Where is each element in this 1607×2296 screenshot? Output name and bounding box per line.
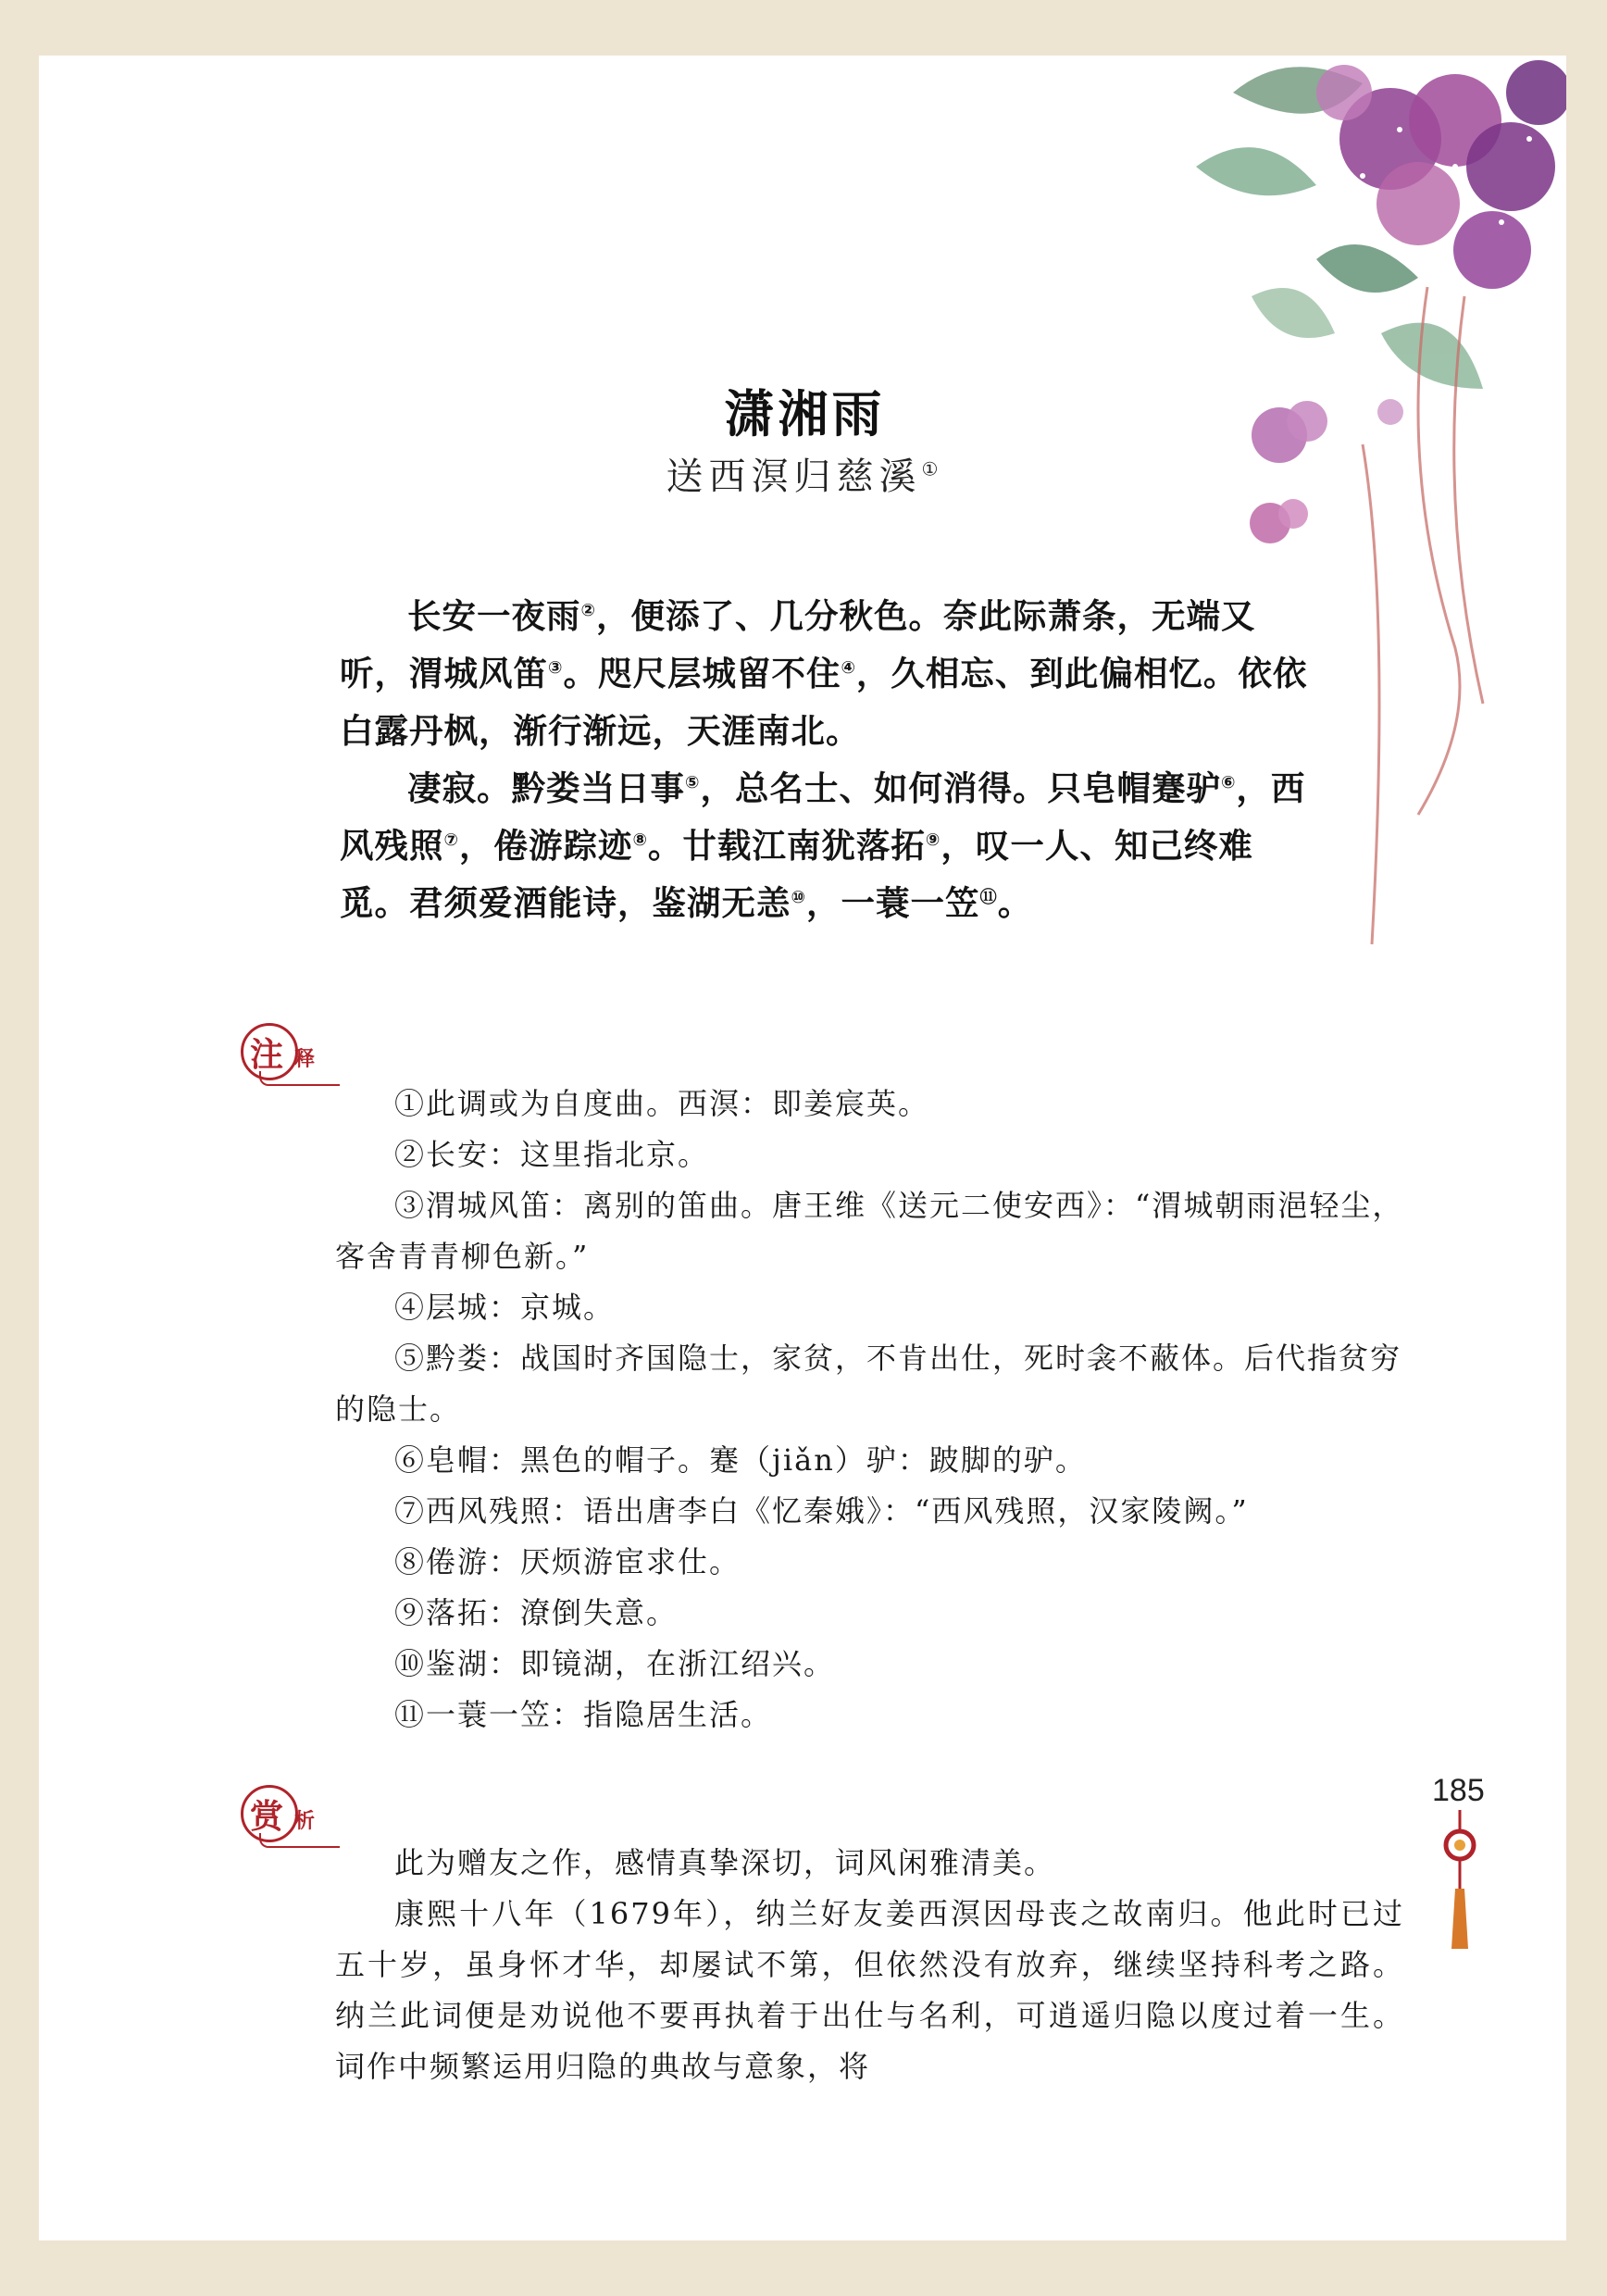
poem-stanza-2 bbox=[340, 760, 1321, 932]
book-page bbox=[39, 56, 1566, 2240]
poem-line-segment: 长安一夜雨 bbox=[407, 596, 581, 636]
note-item: ③渭城风笛：离别的笛曲。唐王维《送元二使安西》：“渭城朝雨浥轻尘，客舍青青柳色新。” bbox=[335, 1188, 1404, 1274]
note-item: ⑨落拓：潦倒失意。 bbox=[394, 1595, 679, 1630]
poem-line-segment: ，久相忘、到此偏相忆。依依白露丹枫，渐行渐远，天涯南北。 bbox=[340, 654, 1308, 751]
poem-line-segment: ，倦游踪迹 bbox=[458, 826, 633, 866]
note-marker: ⑥ bbox=[1220, 772, 1237, 792]
appreciation-badge-char: 赏 bbox=[250, 1798, 284, 1836]
note-item: ①此调或为自度曲。西溟：即姜宸英。 bbox=[394, 1086, 930, 1121]
poem-line-segment: 凄寂。黔娄当日事 bbox=[407, 768, 685, 808]
subtitle-text: 送西溟归慈溪 bbox=[666, 455, 922, 498]
appreciation-paragraph: 此为赠友之作，感情真挚深切，词风闲雅清美。 bbox=[394, 1845, 1056, 1880]
note-marker: ⑧ bbox=[632, 830, 648, 850]
notes-badge-swash bbox=[259, 1071, 340, 1086]
note-marker: ⑦ bbox=[443, 830, 459, 850]
poem-subtitle bbox=[39, 447, 1566, 500]
poem-line-segment: ，西风残照 bbox=[340, 768, 1306, 866]
poem-stanza-1 bbox=[340, 588, 1321, 760]
note-marker: ⑤ bbox=[685, 772, 701, 792]
note-item: ⑥皂帽：黑色的帽子。蹇（jiǎn）驴：跛脚的驴。 bbox=[394, 1442, 1087, 1478]
note-marker: ② bbox=[580, 600, 596, 620]
poem-line-segment: ，便添了、几分秋色。奈此际萧条，无端又听，渭城风笛 bbox=[340, 596, 1256, 693]
note-marker: ⑩ bbox=[791, 887, 806, 907]
note-item: ⑪一蓑一笠：指隐居生活。 bbox=[394, 1697, 773, 1732]
note-marker: ④ bbox=[841, 657, 856, 678]
page-number: 185 bbox=[1432, 1773, 1485, 1808]
appreciation-paragraph: 康熙十八年（1679年），纳兰好友姜西溟因母丧之故南归。他此时已过五十岁，虽身怀才华，却屡试不第，但依然没有放弃，继续坚持科考之路。纳兰此词便是劝说他不要再执着于出仕与名利，可逍遥归隐以度过着一生。词作中频繁运用归隐的典故与意象，将 bbox=[335, 1896, 1404, 2084]
poem-line-segment: ，总名士、如何消得。只皂帽蹇驴 bbox=[700, 768, 1221, 808]
note-item: ④层城：京城。 bbox=[394, 1290, 616, 1325]
appreciation-badge-swash bbox=[259, 1833, 340, 1848]
note-marker: ③ bbox=[548, 657, 564, 678]
poem-body bbox=[340, 588, 1321, 932]
appreciation-badge-char-small: 析 bbox=[294, 1810, 316, 1833]
note-marker: ⑪ bbox=[979, 887, 998, 907]
poem-title: 潇湘雨 bbox=[724, 385, 886, 443]
poem-line-segment: 。廿载江南犹落拓 bbox=[647, 826, 926, 866]
poem-line-segment: ，一蓑一笠 bbox=[805, 883, 980, 923]
poem-line-segment: 。 bbox=[997, 883, 1033, 923]
note-marker: ⑨ bbox=[925, 830, 941, 850]
appreciation-heading-badge bbox=[241, 1785, 343, 1850]
notes-badge-char-small: 释 bbox=[294, 1048, 316, 1071]
note-item: ⑧倦游：厌烦游宦求仕。 bbox=[394, 1544, 741, 1579]
subtitle-note-marker: ① bbox=[921, 457, 944, 480]
notes-heading-badge bbox=[241, 1023, 343, 1088]
note-item: ⑦西风残照：语出唐李白《忆秦娥》：“西风残照，汉家陵阙。” bbox=[394, 1493, 1249, 1529]
poem-line-segment: ，叹一人、知己终难觅。君须爱酒能诗，鉴湖无恙 bbox=[340, 826, 1253, 923]
note-item: ②长安：这里指北京。 bbox=[394, 1137, 710, 1172]
notes-badge-char: 注 bbox=[250, 1036, 284, 1074]
note-item: ⑩鉴湖：即镜湖，在浙江绍兴。 bbox=[394, 1646, 836, 1681]
tassel-ornament-icon bbox=[1437, 1810, 1483, 1977]
note-item: ⑤黔娄：战国时齐国隐士，家贫，不肯出仕，死时衾不蔽体。后代指贫穷的隐士。 bbox=[335, 1341, 1402, 1427]
poem-line-segment: 。咫尺层城留不住 bbox=[563, 654, 841, 693]
appreciation-text bbox=[335, 1838, 1404, 2092]
notes-list bbox=[335, 1079, 1404, 1741]
